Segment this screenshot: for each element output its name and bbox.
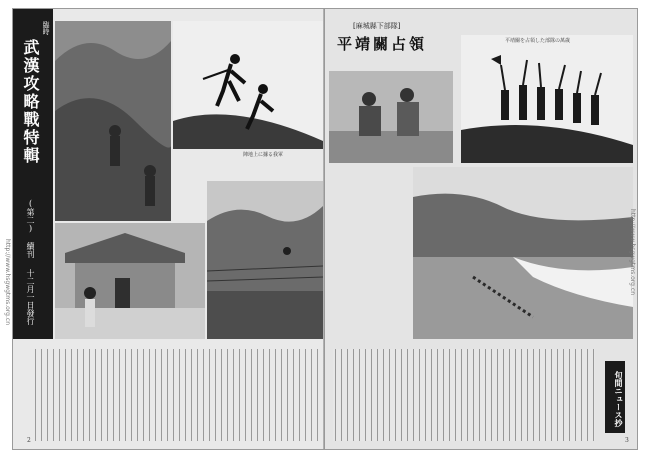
photo-caption: 平靖關を占領した部隊の萬歲 [505,38,571,44]
headline-kicker: [麻城縣下部隊] [353,22,401,30]
watermark-right: http://www.hsgwgtms.org.cn [629,209,636,295]
photo-river-landscape-image [413,167,633,339]
photo-soldiers-seated [329,71,453,163]
photo-soldiers-charging [173,21,323,149]
photo-soldiers-charging-image [173,21,323,149]
photo-hills-wire-image [207,181,323,339]
photo-soldiers-brush [55,21,171,221]
news-box: 旬間ニュース抄 [605,361,625,433]
page-number-right: 3 [625,437,629,444]
photo-caption: 陣地上に據る我軍 [243,152,284,158]
title-band [13,9,53,339]
photo-village [55,223,205,339]
photo-soldiers-seated-image [329,71,453,163]
page-number-left: 2 [27,437,31,444]
watermark-left: http://www.hsgwgtms.org.cn [4,239,11,325]
photo-victory-banzai [461,35,633,163]
headline: 平靖關占領 [337,35,428,53]
article-text-left [33,349,319,441]
issue-label: (第二) 續刊 [26,199,35,258]
right-page [325,9,637,449]
article-text-right [333,349,595,441]
photo-village-image [55,223,205,339]
photo-hills-wire [207,181,323,339]
photo-soldiers-brush-image [55,21,171,221]
series-label: 臨時 [42,21,50,35]
date-label: 十二月一日發行 [26,269,35,325]
magazine-spread [4,8,638,450]
photo-river-landscape [413,167,633,339]
photo-victory-banzai-image [461,35,633,163]
main-title: 武漢攻略戰特輯 [21,39,40,165]
left-page [4,9,325,449]
